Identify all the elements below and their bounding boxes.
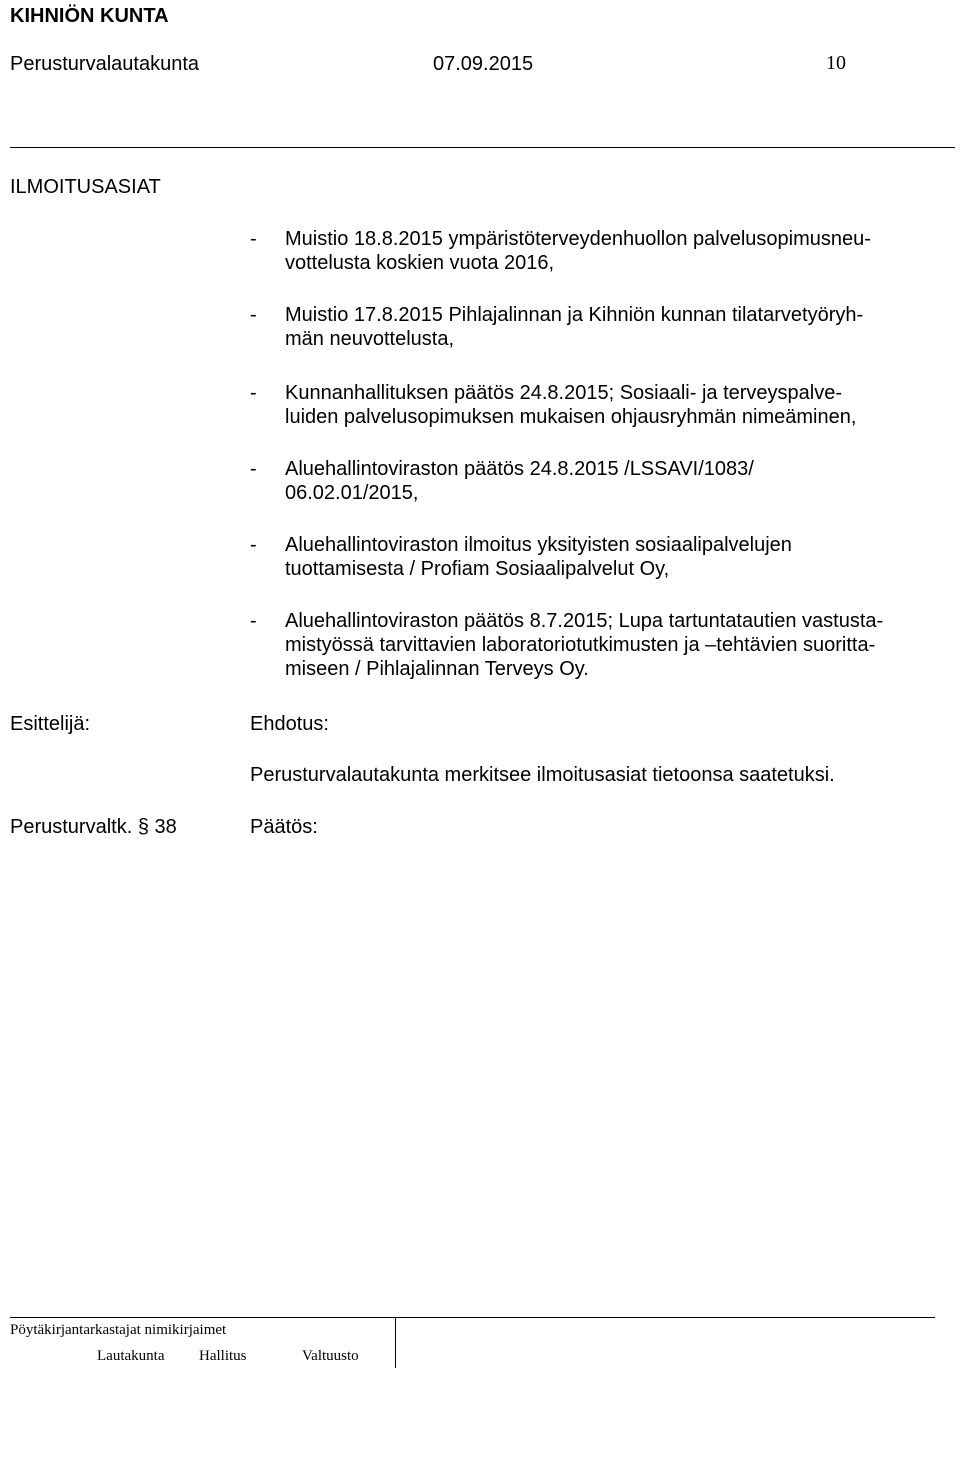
organization-name: KIHNIÖN KUNTA [10,5,169,27]
footer-divider [10,1317,935,1318]
list-item-line: män neuvottelusta, [285,328,454,350]
list-item-line: Aluehallintoviraston päätös 24.8.2015 /LSSAVI/1083/ [285,458,754,480]
list-item-line: mistyössä tarvittavien laboratoriotutkimusten ja –tehtävien suoritta- [285,634,876,656]
list-item-line: miseen / Pihlajalinnan Terveys Oy. [285,658,589,680]
section-reference: Perusturvaltk. § 38 [10,816,177,838]
header-divider [10,147,955,148]
list-item-line: Muistio 18.8.2015 ympäristöterveydenhuollon palvelusopimusneu- [285,228,871,250]
footer-label: Pöytäkirjantarkastajat nimikirjaimet [10,1322,227,1338]
bullet-dash: - [250,534,257,556]
presenter-label: Esittelijä: [10,713,91,735]
decision-label: Päätös: [250,816,318,838]
footer-vertical-divider [395,1318,396,1368]
footer-cell-board: Hallitus [199,1348,247,1364]
bullet-dash: - [250,610,257,632]
bullet-dash: - [250,382,257,404]
footer-cell-council: Valtuusto [302,1348,359,1364]
list-item-line: 06.02.01/2015, [285,482,419,504]
bullet-dash: - [250,304,257,326]
proposal-text: Perusturvalautakunta merkitsee ilmoitusasiat tietoonsa saatetuksi. [250,764,835,786]
list-item-line: luiden palvelusopimuksen mukaisen ohjausryhmän nimeäminen, [285,406,857,428]
section-title: ILMOITUSASIAT [10,176,161,198]
bullet-dash: - [250,458,257,480]
list-item-line: vottelusta koskien vuota 2016, [285,252,555,274]
page-number: 10 [826,52,846,74]
proposal-label: Ehdotus: [250,713,329,735]
list-item-line: Kunnanhallituksen päätös 24.8.2015; Sosiaali- ja terveyspalve- [285,382,843,404]
footer-cell-committee: Lautakunta [97,1348,165,1364]
bullet-dash: - [250,228,257,250]
list-item-line: tuottamisesta / Profiam Sosiaalipalvelut Oy, [285,558,670,580]
list-item-line: Muistio 17.8.2015 Pihlajalinnan ja Kihniön kunnan tilatarvetyöryh- [285,304,864,326]
list-item-line: Aluehallintoviraston ilmoitus yksityisten sosiaalipalvelujen [285,534,792,556]
list-item-line: Aluehallintoviraston päätös 8.7.2015; Lupa tartuntatautien vastusta- [285,610,884,632]
committee-name: Perusturvalautakunta [10,53,200,75]
meeting-date: 07.09.2015 [433,53,534,75]
